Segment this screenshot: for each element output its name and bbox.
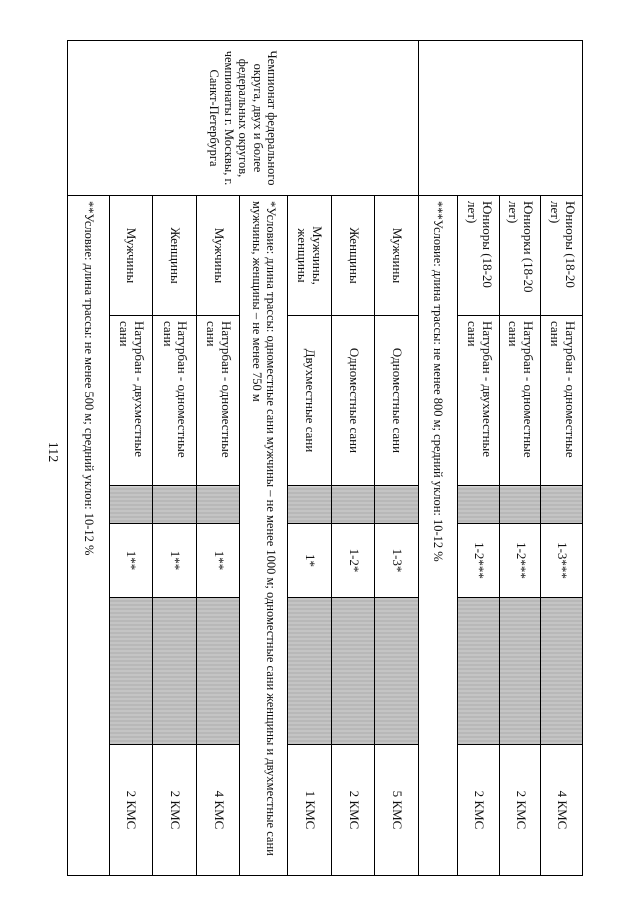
sled-type-cell: Натурбан - двухместные сани [458,316,500,486]
rank-cell: 2 КМС [458,745,500,876]
rank-cell: 4 КМС [196,745,240,876]
group-cell: Мужчины [375,196,419,316]
place-cell: 1-2*** [499,524,541,598]
table-row [375,41,419,876]
place-cell: 1-2*** [458,524,500,598]
place-cell: 1** [196,524,240,598]
shaded-cell [375,598,419,745]
place-cell: 1** [109,524,153,598]
page-number: 112 [45,441,60,463]
sled-type-cell: Натурбан - одноместные сани [196,316,240,486]
sled-type-cell: Натурбан - двухместные сани [109,316,153,486]
rotated-table-container [67,40,583,875]
shaded-cell [153,598,197,745]
shaded-cell [196,598,240,745]
group-cell: Мужчины [109,196,153,316]
place-cell: 1-3* [375,524,419,598]
sled-type-cell: Двухместные сани [288,316,332,486]
sled-type-cell: Натурбан - одноместные сани [541,316,583,486]
shaded-cell [375,486,419,524]
group-cell: Юниорки (18-20 лет) [499,196,541,316]
group-cell: Мужчины, женщины [288,196,332,316]
group-cell: Женщины [331,196,375,316]
rank-cell: 2 КМС [331,745,375,876]
condition-note: ***Условие: длина трассы: не менее 800 м; средний уклон: 10-12 % [418,196,457,876]
rank-cell: 2 КМС [499,745,541,876]
group-cell: Юниоры (18-20 лет) [541,196,583,316]
shaded-cell [288,486,332,524]
shaded-cell [196,486,240,524]
qualification-table [67,40,583,876]
shaded-cell [153,486,197,524]
sled-type-cell: Натурбан - одноместные сани [499,316,541,486]
shaded-cell [109,486,153,524]
table-row [541,41,583,876]
place-cell: 1** [153,524,197,598]
shaded-cell [499,486,541,524]
rank-cell: 1 КМС [288,745,332,876]
shaded-cell [109,598,153,745]
condition-note: *Условие: длина трассы: одноместные сани мужчины – не менее 1000 м; одноместные сани женщины и двухместные сани мужчины, женщины – не менее 750 м [240,196,288,876]
event-cell-empty [418,41,582,196]
sled-type-cell: Одноместные сани [331,316,375,486]
group-cell: Юниоры (18-20 лет) [458,196,500,316]
group-cell: Женщины [153,196,197,316]
sled-type-cell: Одноместные сани [375,316,419,486]
shaded-cell [541,486,583,524]
rank-cell: 4 КМС [541,745,583,876]
group-cell: Мужчины [196,196,240,316]
shaded-cell [288,598,332,745]
rank-cell: 2 КМС [153,745,197,876]
rank-cell: 2 КМС [109,745,153,876]
shaded-cell [331,486,375,524]
event-name-cell: Чемпионат федерального округа, двух и более федеральных округов, чемпионаты г. Москвы, г. Санкт-Петербурга [68,41,419,196]
sled-type-cell: Натурбан - одноместные сани [153,316,197,486]
place-cell: 1* [288,524,332,598]
place-cell: 1-3*** [541,524,583,598]
condition-note: **Условие: длина трассы: не менее 500 м; средний уклон: 10-12 % [68,196,110,876]
shaded-cell [541,598,583,745]
place-cell: 1-2* [331,524,375,598]
rank-cell: 5 КМС [375,745,419,876]
shaded-cell [331,598,375,745]
shaded-cell [458,486,500,524]
shaded-cell [499,598,541,745]
shaded-cell [458,598,500,745]
